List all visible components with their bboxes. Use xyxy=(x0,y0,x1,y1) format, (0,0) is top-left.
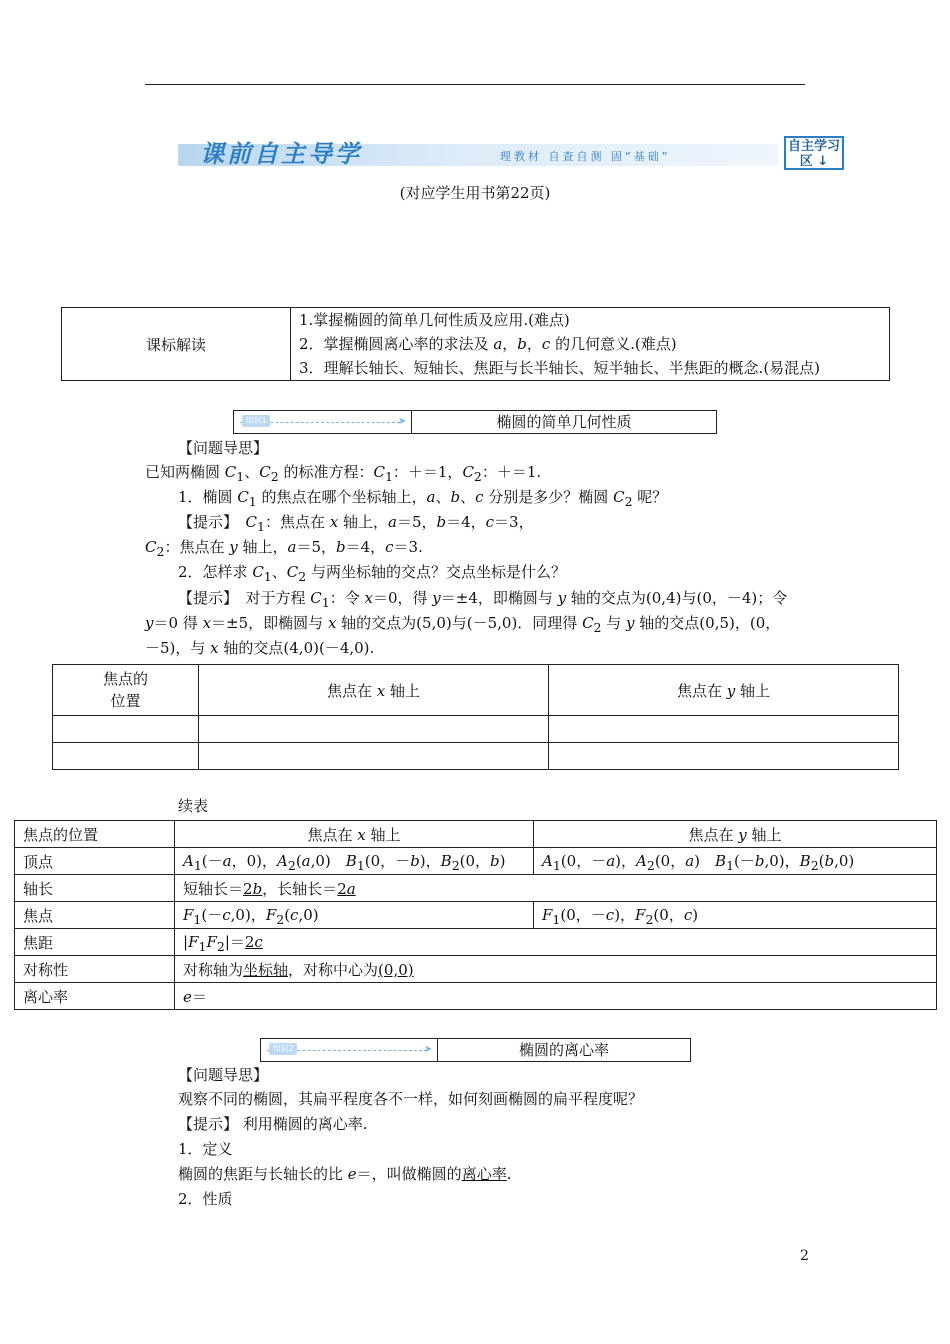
t1-cell xyxy=(199,743,549,770)
row-label: 焦距 xyxy=(15,929,175,956)
paragraph: 椭圆的焦距与长轴长的比 e＝，叫做椭圆的离心率. xyxy=(178,1165,512,1183)
axis-length: 短轴长＝2b，长轴长＝2a xyxy=(175,875,937,902)
t1-cell xyxy=(199,716,549,743)
question-heading: 【问题导思】 xyxy=(178,1066,269,1084)
row-label: 离心率 xyxy=(15,983,175,1010)
row-label: 对称性 xyxy=(15,956,175,983)
section-banner xyxy=(178,134,846,172)
t1-header-x: 焦点在 x 轴上 xyxy=(199,665,549,716)
row-label: 顶点 xyxy=(15,848,175,875)
section1-badge: 知识1 xyxy=(242,415,270,427)
goal-item: 2．掌握椭圆离心率的求法及 a，b，c 的几何意义.(难点) xyxy=(299,335,677,353)
arrow-right-icon: ➤ xyxy=(424,1044,433,1055)
table-row xyxy=(15,983,937,1010)
paragraph: －5)，与 x 轴的交点(4,0)(－4,0). xyxy=(145,639,375,657)
page-number: 2 xyxy=(800,1248,809,1264)
section2-title: 椭圆的离心率 xyxy=(438,1038,691,1062)
paragraph: 【提示】 对于方程 $C_1$：令 x＝0，得 y＝±4，即椭圆与 y 轴的交点为(0,4)与(0，－4)；令 xyxy=(178,589,788,610)
paragraph: 【提示】 利用椭圆的离心率. xyxy=(178,1115,368,1133)
table-caption: 续表 xyxy=(178,797,209,815)
section2-badge: 知识2 xyxy=(269,1043,297,1055)
section1-header xyxy=(233,410,717,436)
goals-label: 课标解读 xyxy=(62,308,291,381)
table-row xyxy=(15,929,937,956)
paragraph: $C_2$：焦点在 y 轴上，a＝5，b＝4，c＝3. xyxy=(145,538,423,559)
arrow-right-icon: ➤ xyxy=(398,416,407,427)
focus-x: $F_1(-c,0)$，$F_2(c,0)$ xyxy=(175,902,534,929)
paragraph: 1．椭圆 $C_1$ 的焦点在哪个坐标轴上，a、b、c 分别是多少？椭圆 $C_2$ 呢？ xyxy=(178,488,668,509)
top-rule xyxy=(145,84,805,85)
t2-header-x: 焦点在 x 轴上 xyxy=(175,821,534,848)
paragraph: 2．性质 xyxy=(178,1190,233,1208)
t2-header-y: 焦点在 y 轴上 xyxy=(534,821,937,848)
section1-tag xyxy=(233,410,412,434)
banner-box-label: 自主学习区 xyxy=(787,139,840,169)
paragraph: 观察不同的椭圆，其扁平程度各不一样，如何刻画椭圆的扁平程度呢？ xyxy=(178,1090,644,1108)
row-label: 焦点 xyxy=(15,902,175,929)
book-reference: (对应学生用书第22页) xyxy=(399,184,551,202)
eccentricity: e＝ xyxy=(175,983,937,1010)
banner-subtitle: 理教材 自查自测 固“基础” xyxy=(500,150,671,163)
t1-cell xyxy=(53,716,199,743)
t1-cell xyxy=(549,716,899,743)
t1-cell xyxy=(549,743,899,770)
t1-header-position: 焦点的 位置 xyxy=(53,665,199,716)
t1-header-y: 焦点在 y 轴上 xyxy=(549,665,899,716)
question-heading: 【问题导思】 xyxy=(178,439,269,457)
table-row xyxy=(15,848,937,875)
banner-title: 课前自主导学 xyxy=(200,140,362,168)
focal-distance: $|F_1F_2|=2c$ xyxy=(175,929,937,956)
goal-item: 3．理解长轴长、短轴长、焦距与长半轴长、短半轴长、半焦距的概念.(易混点) xyxy=(299,359,821,377)
goals-list xyxy=(291,308,890,381)
row-label: 轴长 xyxy=(15,875,175,902)
table-row xyxy=(15,902,937,929)
section2-tag xyxy=(260,1038,438,1062)
arrow-down-icon: ↓ xyxy=(817,154,829,169)
vertex-y: $A_1(0$，－a)，$A_2(0$，a) $B_1(-b,0)$，$B_2(b,0)$ xyxy=(534,848,937,875)
paragraph: y＝0 得 x＝±5，即椭圆与 x 轴的交点为(5,0)与(－5,0)．同理得 $C_2$ 与 y 轴的交点(0,5)，(0， xyxy=(145,614,781,635)
section2-header xyxy=(260,1038,691,1064)
paragraph: 2．怎样求 $C_1$、$C_2$ 与两坐标轴的交点？交点坐标是什么？ xyxy=(178,563,566,584)
properties-table xyxy=(14,820,937,1010)
focus-y: $F_1(0$，－c)，$F_2(0$，c) xyxy=(534,902,937,929)
paragraph: 1．定义 xyxy=(178,1140,233,1158)
paragraph: 已知两椭圆 $C_1$、$C_2$ 的标准方程：$C_1$：＋＝1，$C_2$：＋＝1. xyxy=(145,463,542,484)
t2-header-position: 焦点的位置 xyxy=(15,821,175,848)
table-row xyxy=(15,875,937,902)
vertex-x: $A_1(-a$，0)，$A_2(a,0)$ $B_1(0$，－b)，$B_2(0$，b) xyxy=(175,848,534,875)
properties-table-blank xyxy=(52,664,899,770)
banner-study-box xyxy=(784,136,844,170)
t1-cell xyxy=(53,743,199,770)
table-row xyxy=(15,956,937,983)
goal-item: 1.掌握椭圆的简单几何性质及应用.(难点) xyxy=(299,311,570,329)
paragraph: 【提示】 $C_1$：焦点在 x 轴上，a＝5，b＝4，c＝3， xyxy=(178,513,534,534)
curriculum-goals-table xyxy=(61,307,890,381)
symmetry: 对称轴为坐标轴，对称中心为(0,0) xyxy=(175,956,937,983)
section1-title: 椭圆的简单几何性质 xyxy=(412,410,717,434)
